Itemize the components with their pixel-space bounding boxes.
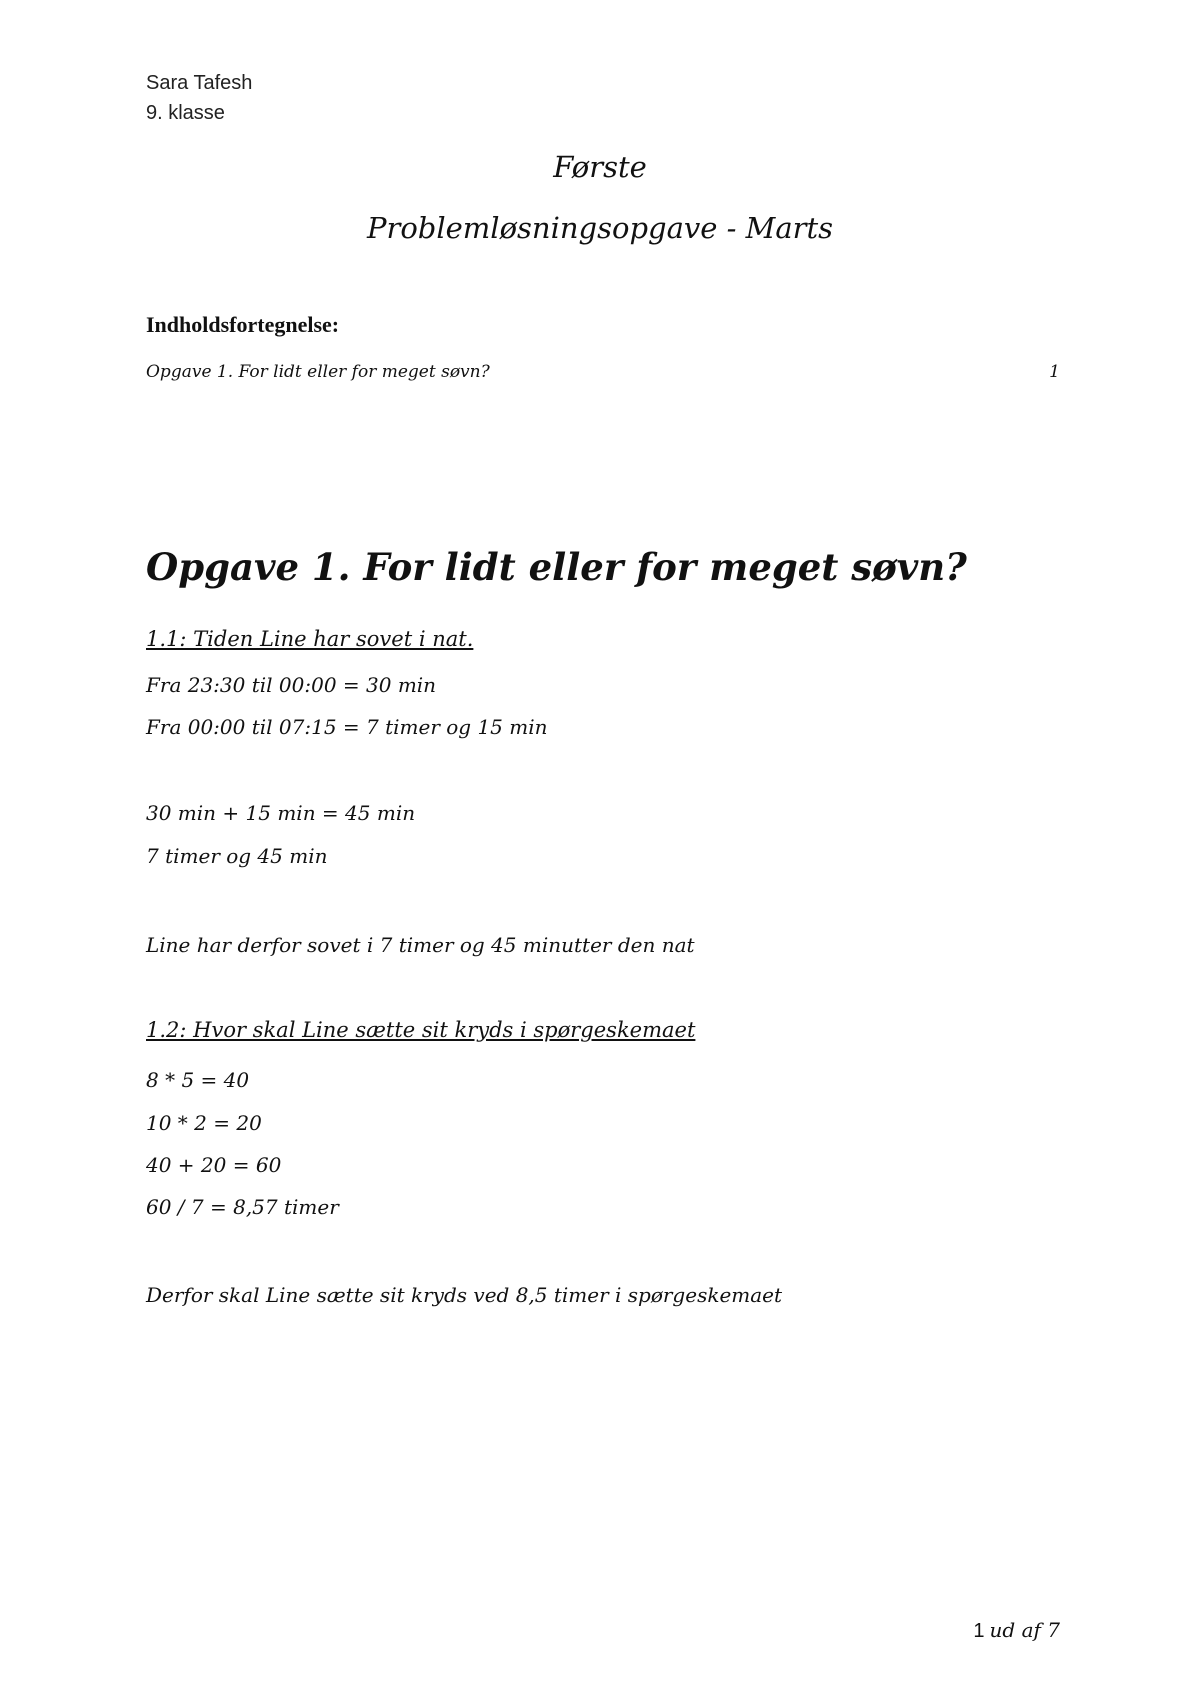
section-heading: Opgave 1. For lidt eller for meget søvn? — [146, 545, 967, 589]
calc-line: 7 timer og 45 min — [146, 844, 328, 868]
page-total: ud af 7 — [989, 1618, 1060, 1642]
conclusion-line: Line har derfor sovet i 7 timer og 45 minutter den nat — [146, 933, 695, 957]
subsection-heading-1-2: 1.2: Hvor skal Line sætte sit kryds i spørgeskemaet — [146, 1018, 696, 1042]
calc-line: 30 min + 15 min = 45 min — [146, 801, 416, 825]
calc-line: Fra 23:30 til 00:00 = 30 min — [146, 673, 437, 697]
author-name: Sara Tafesh — [146, 72, 253, 94]
toc-entry[interactable] — [146, 362, 1060, 382]
subsection-heading-1-1: 1.1: Tiden Line har sovet i nat. — [146, 627, 474, 651]
calc-line: Fra 00:00 til 07:15 = 7 timer og 15 min — [146, 715, 548, 739]
toc-heading: Indholdsfortegnelse: — [146, 312, 340, 337]
calc-line: 10 * 2 = 20 — [146, 1111, 262, 1135]
calc-line: 60 / 7 = 8,57 timer — [146, 1195, 339, 1219]
calc-line: 40 + 20 = 60 — [146, 1153, 282, 1177]
calc-line: 8 * 5 = 40 — [146, 1068, 250, 1092]
title-line-2: Problemløsningsopgave - Marts — [366, 211, 834, 245]
toc-entry-page: 1 — [1049, 362, 1060, 382]
title-line-1: Første — [553, 150, 647, 184]
page-number: 1 — [973, 1620, 985, 1642]
page-footer — [973, 1618, 1060, 1643]
grade-label: 9. klasse — [146, 102, 225, 124]
toc-entry-label: Opgave 1. For lidt eller for meget søvn? — [146, 362, 490, 382]
conclusion-line: Derfor skal Line sætte sit kryds ved 8,5 timer i spørgeskemaet — [146, 1283, 783, 1307]
